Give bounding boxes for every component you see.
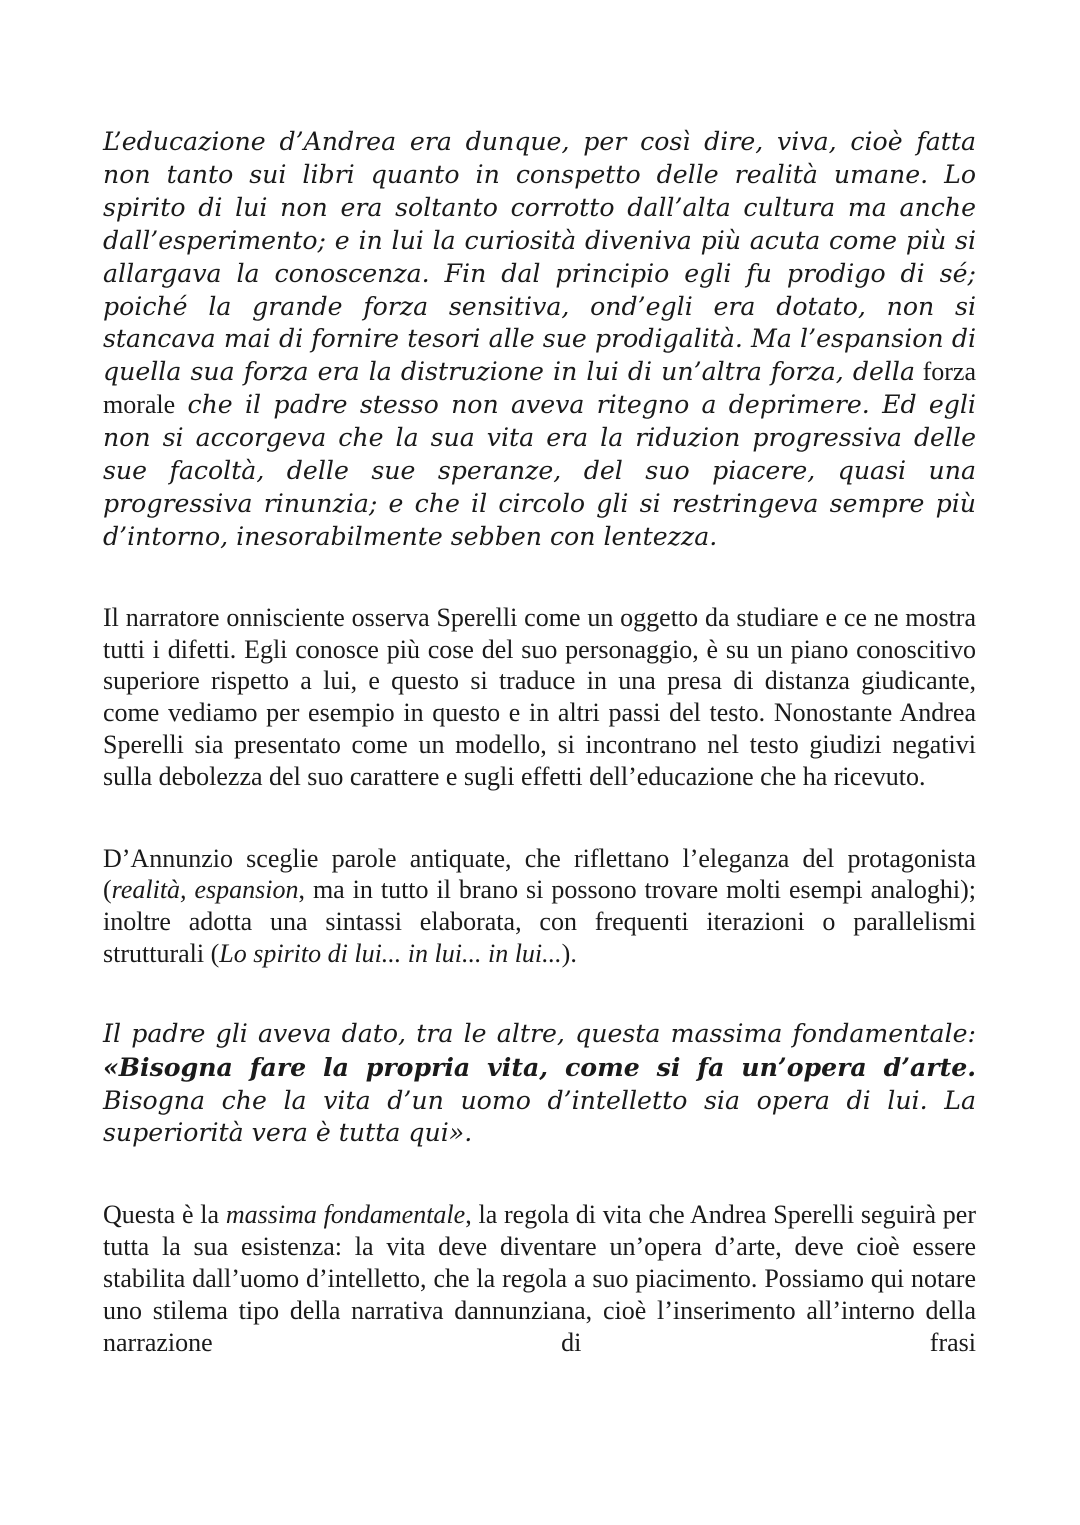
excerpt-upright-phrase: forza morale [103, 357, 976, 420]
commentary-style-paragraph [103, 843, 976, 970]
maxim-term: massima fondamentale [225, 1200, 466, 1230]
maxim-commentary-before: Questa è la [103, 1200, 226, 1230]
novel-excerpt-education [103, 126, 976, 554]
commentary-narrator-paragraph: Il narratore onnisciente osserva Sperelli come un oggetto da studiare e ce ne mostra tutti i difetti. Egli conosce più cose del suo personaggio, è su un piano conoscitivo superiore rispetto a lui, e questo si traduce in una presa di distanza giudicante, come vediamo per esempio in questo e in altri passi del testo. Nonostante Andrea Sperelli sia presentato come un modello, si incontrano nel testo giudizi negativi sulla debolezza del suo carattere e sugli effetti dell’educazione che ha ricevuto. [103, 602, 976, 791]
style-example-phrase: Lo spirito di lui... in lui... in lui... [219, 938, 562, 968]
excerpt-text-part1: L’educazione d’Andrea era dunque, per così dire, viva, cioè fatta non tanto sui libri quanto in conspetto delle realità umane. Lo spirito di lui non era soltanto corrotto dall’alta cultura ma anche dall’esperimento; e in lui la curiosità diveniva più acuta come più si allargava la conoscenza. Fin dal principio egli fu prodigo di sé; poiché la grande forza sensitiva, ond’egli era dotato, non si stancava mai di fornire tesori alle sue prodigalità. Ma l’espansion di quella sua forza era la distruzione in lui di un’altra forza, della [103, 127, 976, 387]
style-text-before: D’Annunzio sceglie parole antiquate, che riflettano l’eleganza del protagonista ( [103, 843, 976, 905]
novel-excerpt-maxim [103, 1018, 976, 1151]
style-example-words: realità, espansion [111, 875, 299, 905]
maxim-intro: Il padre gli aveva dato, tra le altre, questa massima fondamentale: [103, 1018, 976, 1048]
document-page [103, 126, 976, 1358]
maxim-bold-quote: «Bisogna fare la propria vita, come si fa un’opera d’arte. [103, 1051, 976, 1082]
style-text-middle: , ma in tutto il brano si possono trovare molti esempi analoghi); inoltre adotta una sintassi elaborata, con frequenti iterazioni o parallelismi strutturali ( [103, 875, 976, 968]
commentary-maxim-paragraph [103, 1199, 976, 1358]
style-text-after: ). [561, 938, 577, 968]
maxim-rest: Bisogna che la vita d’un uomo d’intelletto sia opera di lui. La superiorità vera è tutta qui». [103, 1085, 976, 1148]
excerpt-text-part2: che il padre stesso non aveva ritegno a deprimere. Ed egli non si accorgeva che la sua vita era la riduzion progressiva delle sue facoltà, delle sue speranze, del suo piacere, quasi una progressiva rinunzia; e che il circolo gli si restringeva sempre più d’intorno, inesorabilmente sebben con lentezza. [103, 390, 976, 551]
maxim-commentary-after: , la regola di vita che Andrea Sperelli seguirà per tutta la sua esistenza: la vita deve diventare un’opera d’arte, deve cioè essere stabilita dall’uomo d’intelletto, che la regola a suo piacimento. Possiamo qui notare uno stilema tipo della narrativa dannunziana, cioè l’inserimento all’interno della narrazione di frasi [103, 1200, 976, 1357]
